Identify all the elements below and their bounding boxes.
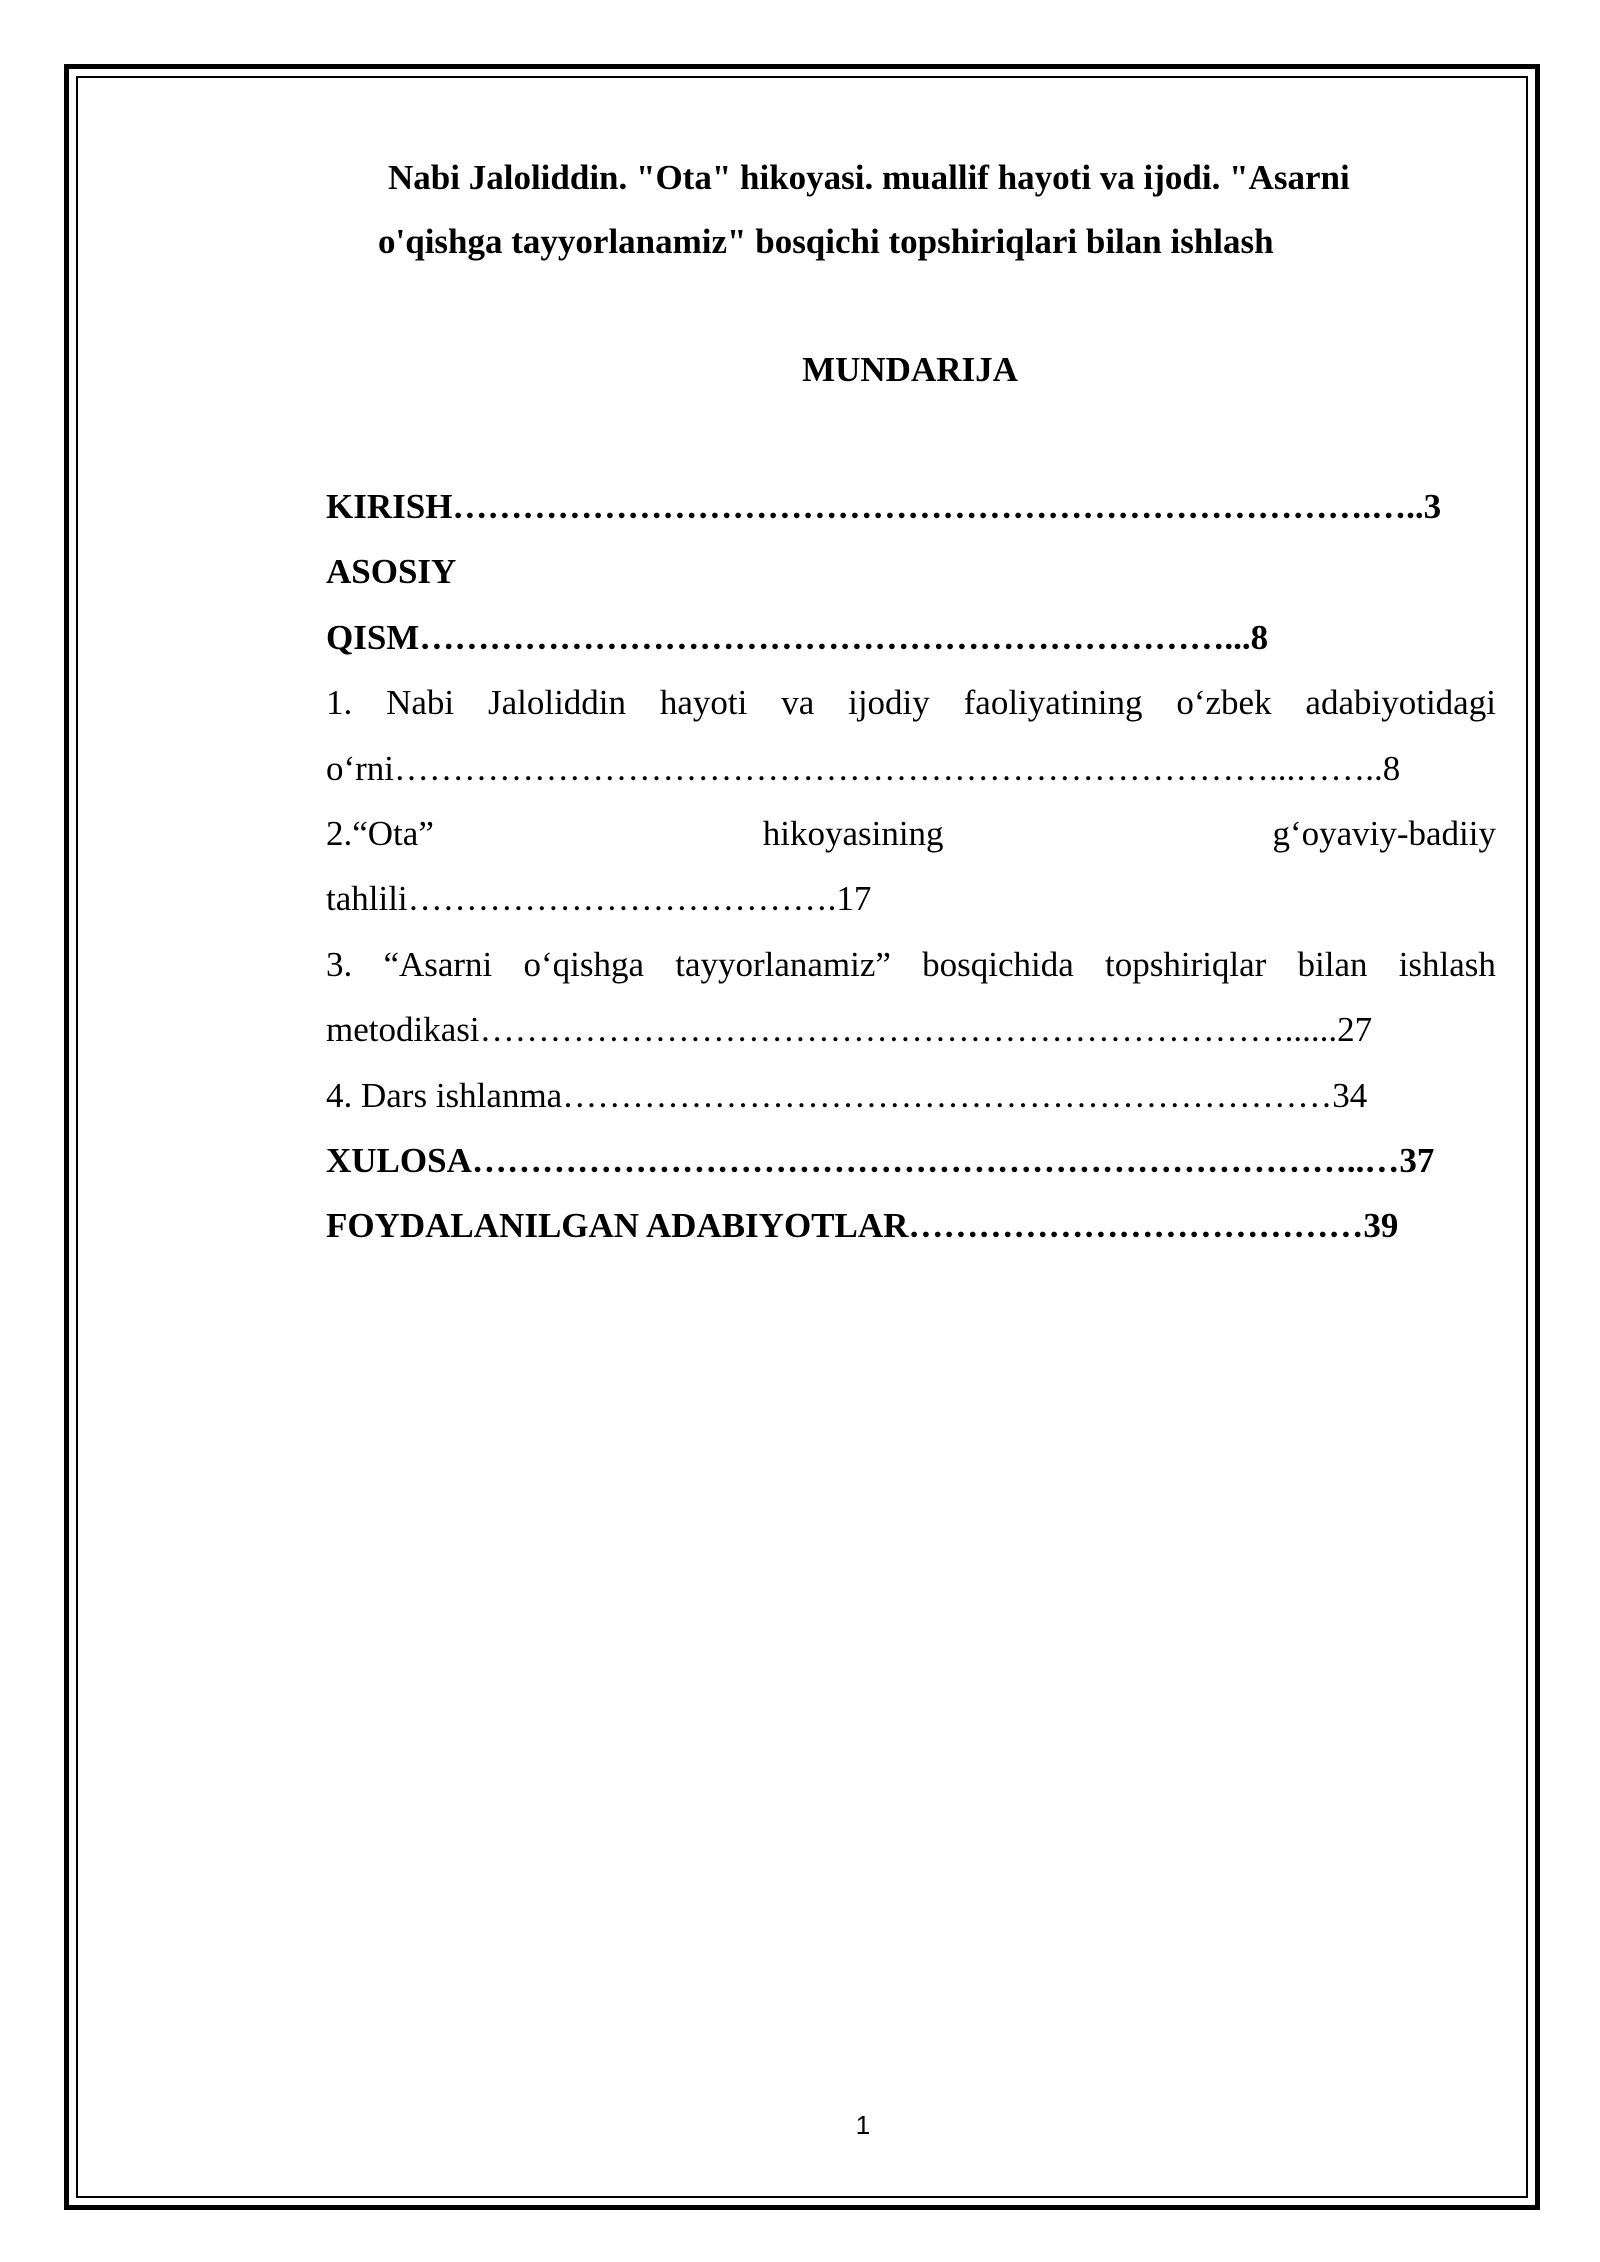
toc-word: tayyorlanamiz”	[675, 944, 891, 984]
toc-entry-1-line-2: o‘rni…………………………………………………………………...……..8	[326, 748, 1401, 788]
toc-word: o‘zbek	[1176, 683, 1272, 723]
toc-word: hikoyasining	[762, 814, 944, 854]
toc-entry-3-line-2: metodikasi……………………………………………………………......27	[326, 1010, 1373, 1050]
toc-entry-4: 4. Dars ishlanma…………………………………………………………34	[326, 1075, 1368, 1115]
toc-entry-asosiy: ASOSIY	[326, 552, 457, 592]
toc-word: o‘qishga	[523, 944, 645, 984]
document-title-line-2: o'qishga tayyorlanamiz" bosqichi topshiriqlari bilan ishlash	[378, 222, 1274, 261]
toc-word: adabiyotidagi	[1305, 683, 1496, 723]
document-title-line-1: Nabi Jaloliddin. "Ota" hikoyasi. muallif hayoti va ijodi. "Asarni	[388, 158, 1350, 197]
toc-entry-2-line-2: tahlili……………………………….17	[326, 879, 872, 919]
toc-entry-2-line-1	[326, 801, 1496, 866]
toc-word: ijodiy	[848, 683, 930, 723]
toc-entry-1-line-1	[326, 670, 1496, 735]
toc-word: Nabi	[386, 683, 455, 723]
toc-word: topshiriqlar	[1104, 944, 1267, 984]
toc-word: bilan	[1297, 944, 1368, 984]
toc-word: 1.	[326, 683, 353, 723]
toc-word: “Asarni	[383, 944, 493, 984]
toc-word: Jaloliddin	[487, 683, 627, 723]
toc-entry-3-line-1	[326, 932, 1496, 997]
toc-word: faoliyatining	[963, 683, 1143, 723]
toc-heading: MUNDARIJA	[802, 350, 1018, 389]
toc-entry-xulosa: XULOSA…………………………………………………………………..…37	[326, 1141, 1435, 1181]
toc-word: 2.“Ota”	[326, 814, 434, 854]
toc-word: g‘oyaviy-badiiy	[1272, 814, 1496, 854]
toc-word: bosqichida	[922, 944, 1074, 984]
toc-entry-foydalanilgan-adabiyotlar: FOYDALANILGAN ADABIYOTLAR…………………………………39	[326, 1206, 1399, 1246]
page-number: 1	[855, 2110, 871, 2140]
toc-entry-qism: QISM……………………………………………………………...8	[326, 617, 1269, 657]
toc-word: 3.	[326, 944, 353, 984]
table-of-contents	[326, 474, 1496, 1259]
toc-word: va	[781, 683, 815, 723]
toc-word: ishlash	[1398, 944, 1496, 984]
toc-entry-kirish: KIRISH…………………………………………………………………….…..3	[326, 487, 1442, 526]
document-title	[370, 146, 1460, 274]
toc-word: hayoti	[659, 683, 748, 723]
